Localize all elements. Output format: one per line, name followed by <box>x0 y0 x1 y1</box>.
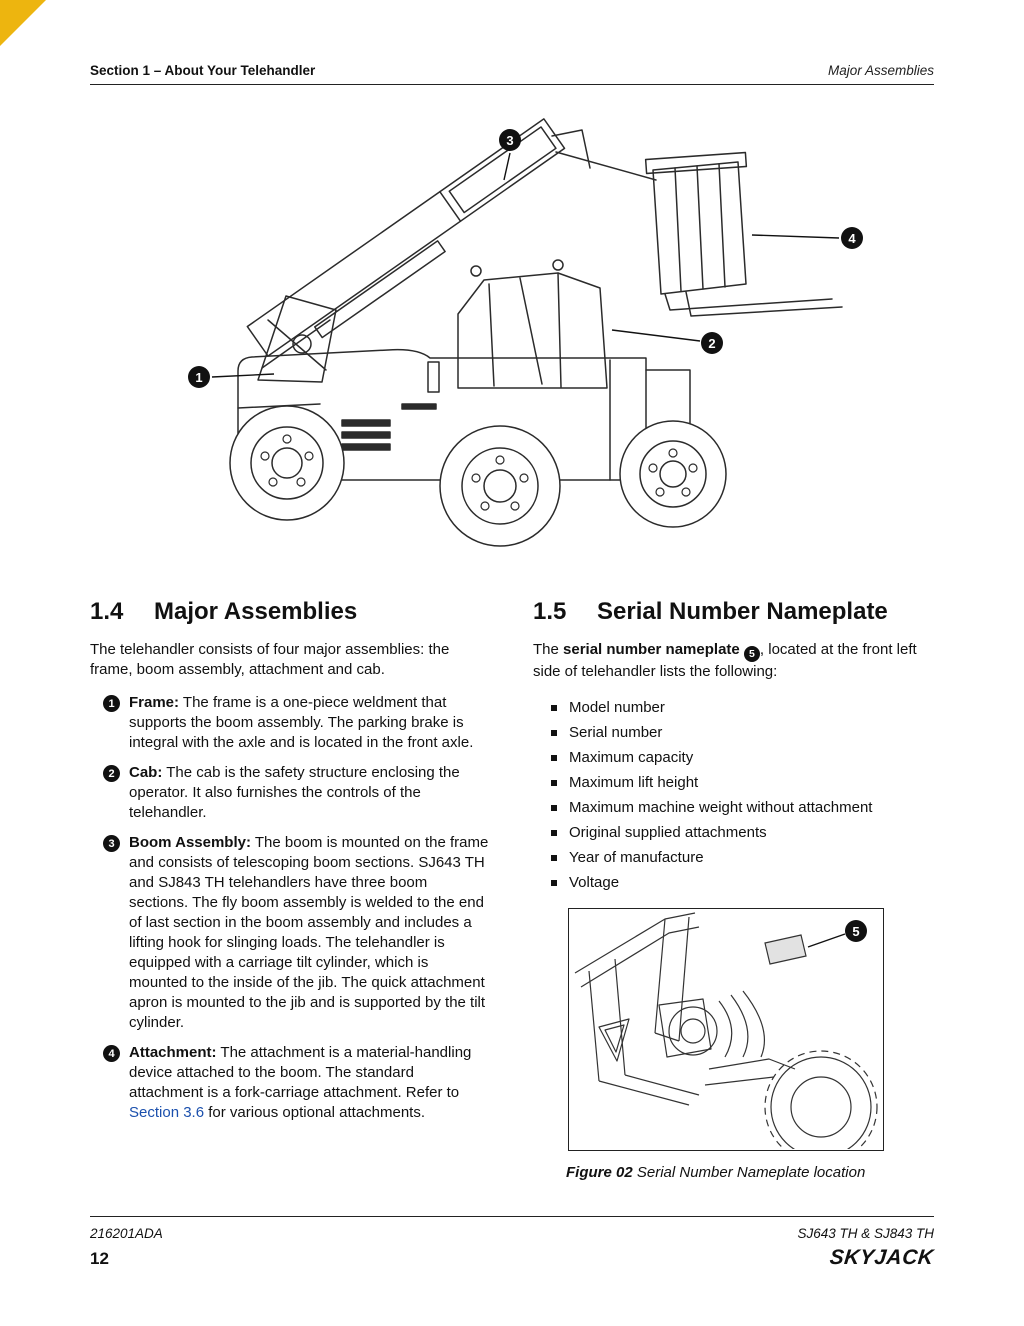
assembly-item-frame <box>90 693 493 753</box>
square-bullet-icon <box>551 705 557 711</box>
item-label: Cab: <box>129 764 163 781</box>
nameplate-figure <box>568 908 884 1151</box>
callout-4 <box>841 227 863 249</box>
callout-5-label: 5 <box>852 924 860 939</box>
page-corner-fold <box>0 0 46 46</box>
header-topic: Major Assemblies <box>827 63 934 78</box>
nameplate-bullet-list <box>533 695 936 895</box>
item-label: Boom Assembly: <box>129 834 251 851</box>
section-number: 1.5 <box>533 598 567 625</box>
page-number: 12 <box>90 1249 109 1268</box>
callout-badge-3: 3 <box>103 835 120 852</box>
bullet-text: Year of manufacture <box>569 849 704 866</box>
assembly-item-text <box>129 763 489 823</box>
assembly-item-cab <box>90 763 493 823</box>
intro-end: , located at the front left side of telehandler lists the following: <box>533 641 917 680</box>
page-header <box>90 63 934 78</box>
assembly-item-text <box>129 833 489 1033</box>
document-number: 216201ADA <box>90 1226 163 1241</box>
callout-3 <box>499 129 521 151</box>
assembly-item-text <box>129 1043 489 1123</box>
list-item <box>533 720 936 745</box>
footer-left <box>90 1226 163 1270</box>
list-item <box>533 870 936 895</box>
bullet-text: Voltage <box>569 874 620 891</box>
assembly-item-boom <box>90 833 493 1033</box>
callout-1 <box>188 366 210 388</box>
square-bullet-icon <box>551 880 557 886</box>
bullet-text: Maximum capacity <box>569 749 694 766</box>
section-1-4-intro: The telehandler consists of four major assemblies: the frame, boom assembly, attachment and cab. <box>90 641 450 678</box>
square-bullet-icon <box>551 855 557 861</box>
section-title: Serial Number Nameplate <box>597 598 888 625</box>
section-3-6-link[interactable]: Section 3.6 <box>129 1104 205 1121</box>
callout-5 <box>845 920 867 942</box>
item-label: Attachment: <box>129 1044 217 1061</box>
intro-start: The <box>533 641 564 658</box>
callout-badge-2: 2 <box>103 765 120 782</box>
page-footer <box>90 1226 934 1270</box>
section-1-4-heading <box>90 598 493 626</box>
callout-4-label: 4 <box>848 231 856 246</box>
section-title: Major Assemblies <box>154 598 358 625</box>
assembly-item-attachment <box>90 1043 493 1123</box>
assembly-list <box>90 693 493 1123</box>
bullet-text: Original supplied attachments <box>569 824 767 841</box>
item-body: The frame is a one-piece weldment that supports the boom assembly. The parking brake is integral with the axle and is located in the front axle. <box>129 694 474 751</box>
callout-3-label: 3 <box>506 133 514 148</box>
section-1-4 <box>90 598 493 1133</box>
callout-badge-4: 4 <box>103 1045 120 1062</box>
serial-nameplate <box>765 935 806 964</box>
section-1-5 <box>533 598 936 1181</box>
bullet-text: Maximum machine weight without attachment <box>569 799 873 816</box>
list-item <box>533 795 936 820</box>
nameplate-location-illustration <box>569 909 882 1149</box>
bullet-text: Serial number <box>569 724 663 741</box>
list-item <box>533 820 936 845</box>
square-bullet-icon <box>551 755 557 761</box>
figure-caption-label: Figure 02 <box>566 1164 633 1181</box>
item-label: Frame: <box>129 694 180 711</box>
callout-badge-1: 1 <box>103 695 120 712</box>
list-item <box>533 770 936 795</box>
section-number: 1.4 <box>90 598 124 625</box>
callout-1-label: 1 <box>195 370 203 385</box>
callout-badge-5: 5 <box>744 646 760 662</box>
assembly-item-text <box>129 693 489 753</box>
square-bullet-icon <box>551 805 557 811</box>
footer-rule <box>90 1216 934 1217</box>
footer-right <box>797 1226 934 1270</box>
bullet-text: Model number <box>569 699 665 716</box>
item-body-after: for various optional attachments. <box>204 1104 426 1121</box>
list-item <box>533 845 936 870</box>
square-bullet-icon <box>551 730 557 736</box>
list-item <box>533 745 936 770</box>
model-numbers: SJ643 TH & SJ843 TH <box>797 1226 934 1241</box>
item-body: The cab is the safety structure enclosing the operator. It also furnishes the controls of the telehandler. <box>129 764 460 821</box>
telehandler-illustration <box>90 108 935 583</box>
header-rule <box>90 84 934 85</box>
item-body: The attachment is a material-handling device attached to the boom. The standard attachment is a fork-carriage attachment. Refer to <box>129 1044 472 1101</box>
square-bullet-icon <box>551 780 557 786</box>
figure-caption-text: Serial Number Nameplate location <box>632 1164 866 1181</box>
skyjack-logo: SKYJACK <box>828 1246 936 1269</box>
bullet-text: Maximum lift height <box>569 774 699 791</box>
figure-caption <box>566 1164 936 1181</box>
square-bullet-icon <box>551 830 557 836</box>
header-section-title: Section 1 – About Your Telehandler <box>90 63 316 78</box>
item-body: The boom is mounted on the frame and consists of telescoping boom sections. SJ643 TH and SJ843 TH telehandlers have three boom sections. The fly boom assembly is welded to the end of last section in the boom assembly and includes a lifting hook for slinging loads. The telehandler is equipped with a carriage tilt cylinder, which is mounted to the inside of the jib. The quick attachment apron is mounted to the jib and is supported by the tilt cylinder. <box>129 834 489 1031</box>
callout-2-label: 2 <box>708 336 716 351</box>
intro-bold: serial number nameplate <box>563 641 740 658</box>
list-item <box>533 695 936 720</box>
callout-2 <box>701 332 723 354</box>
telehandler-figure <box>90 108 935 583</box>
section-1-5-heading <box>533 598 936 626</box>
section-1-5-intro <box>533 640 936 682</box>
